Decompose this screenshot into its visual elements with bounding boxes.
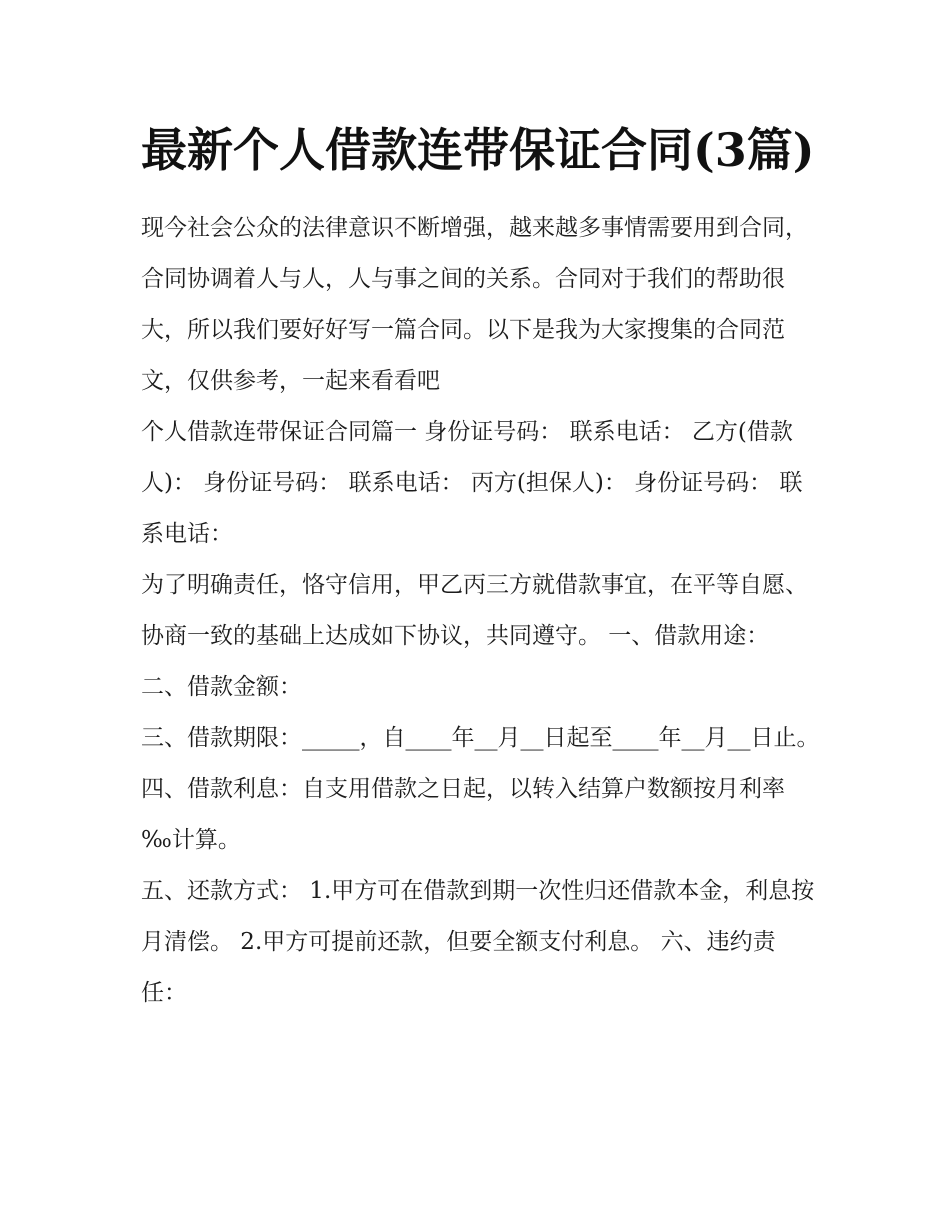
- paragraph-term-interest: 三、借款期限：_____，自____年__月__日起至____年__月__日止。 四、借款利息：自支用借款之日起，以转入结算户数额按月利率 ‰计算。: [141, 725, 820, 853]
- paragraph-repayment: 五、还款方式： 1.甲方可在借款到期一次性归还借款本金，利息按月清偿。 2.甲方可提前还款，但要全额支付利息。 六、违约责任：: [141, 878, 815, 1006]
- paragraph-agreement: 为了明确责任，恪守信用，甲乙丙三方就借款事宜，在平等自愿、协商一致的基础上达成如下协议，共同遵守。 一、借款用途： 二、借款金额：: [141, 572, 808, 700]
- document-body: [141, 112, 821, 1019]
- paragraph-parties: 个人借款连带保证合同篇一 身份证号码： 联系电话： 乙方(借款人)： 身份证号码： 联系电话： 丙方(担保人)： 身份证号码： 联系电话：: [141, 419, 803, 547]
- document-title: 最新个人借款连带保证合同(3篇): [141, 123, 815, 177]
- paragraph-intro: 现今社会公众的法律意识不断增强，越来越多事情需要用到合同，合同协调着人与人，人与事之间的关系。合同对于我们的帮助很大，所以我们要好好写一篇合同。以下是我为大家搜集的合同范文，仅供参考，一起来看看吧: [141, 215, 808, 394]
